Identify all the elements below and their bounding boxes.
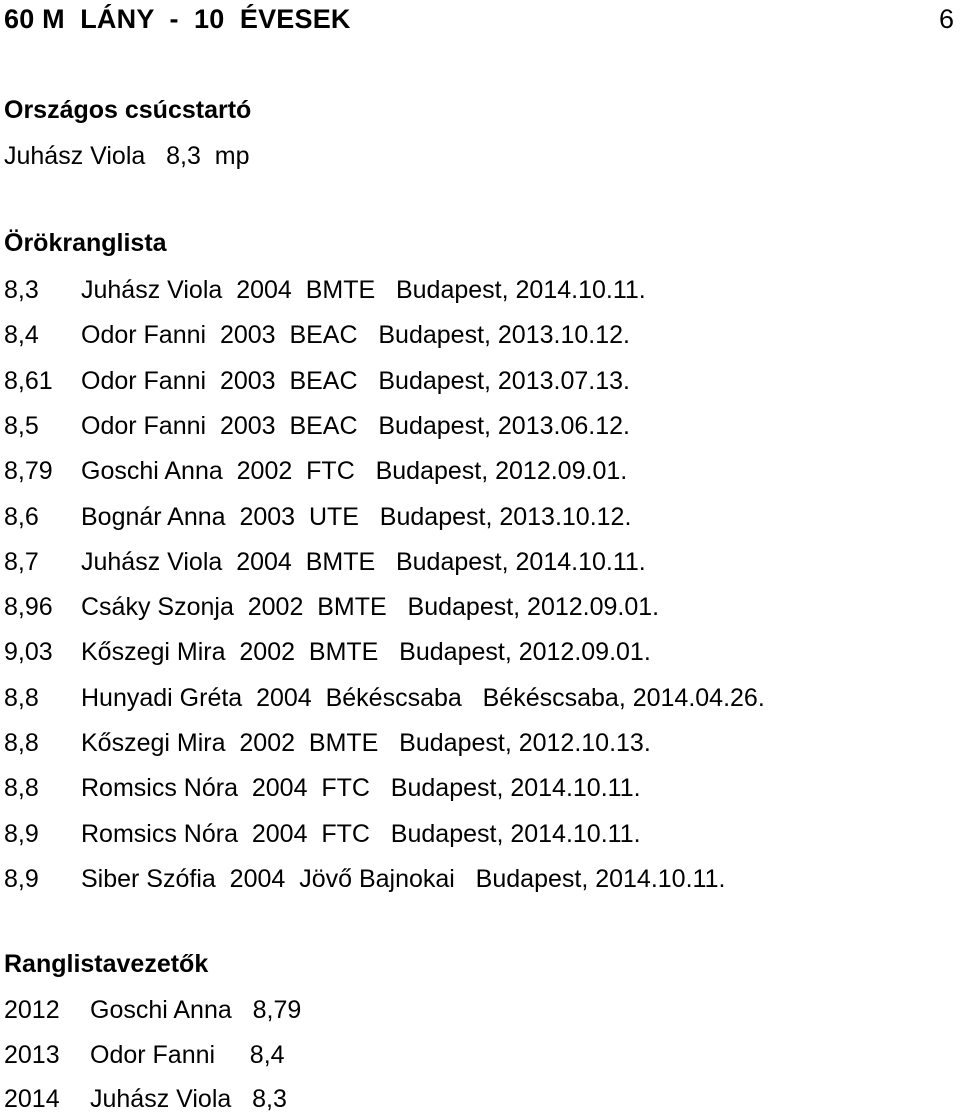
result-details: Romsics Nóra 2004 FTC Budapest, 2014.10.11. xyxy=(81,819,641,848)
all-time-row xyxy=(4,366,630,396)
result-details: Juhász Viola 2004 BMTE Budapest, 2014.10.11. xyxy=(81,547,646,576)
leader-details: Odor Fanni 8,4 xyxy=(90,1040,285,1069)
result-details: Siber Szófia 2004 Jövő Bajnokai Budapest, 2014.10.11. xyxy=(81,864,726,893)
title-row xyxy=(4,0,954,40)
result-details: Hunyadi Gréta 2004 Békéscsaba Békéscsaba, 2014.04.26. xyxy=(81,683,765,712)
result-time: 8,8 xyxy=(4,683,39,712)
all-time-row xyxy=(4,773,641,803)
leader-row xyxy=(4,1040,285,1070)
all-time-row xyxy=(4,637,651,667)
result-time: 8,4 xyxy=(4,321,39,350)
result-time: 9,03 xyxy=(4,638,53,667)
result-details: Juhász Viola 2004 BMTE Budapest, 2014.10.11. xyxy=(81,276,646,304)
result-time: 8,61 xyxy=(4,366,53,395)
all-time-row xyxy=(4,728,651,758)
leader-row xyxy=(4,995,301,1025)
result-time: 8,6 xyxy=(4,502,39,531)
document-page xyxy=(4,0,954,1115)
result-time: 8,96 xyxy=(4,593,53,622)
result-details: Csáky Szonja 2002 BMTE Budapest, 2012.09.01. xyxy=(81,593,660,622)
result-details: Odor Fanni 2003 BEAC Budapest, 2013.10.12. xyxy=(81,321,630,350)
page-number: 6 xyxy=(938,4,954,34)
result-time: 8,9 xyxy=(4,819,39,848)
leaders-heading: Ranglistavezetők xyxy=(4,950,209,978)
all-time-row xyxy=(4,502,631,532)
all-time-row xyxy=(4,592,659,622)
result-details: Bognár Anna 2003 UTE Budapest, 2013.10.12. xyxy=(81,502,632,531)
result-details: Kőszegi Mira 2002 BMTE Budapest, 2012.10.13. xyxy=(81,729,651,757)
result-details: Romsics Nóra 2004 FTC Budapest, 2014.10.11. xyxy=(81,774,641,803)
result-time: 8,3 xyxy=(4,276,39,304)
result-time: 8,8 xyxy=(4,729,39,757)
leader-year: 2012 xyxy=(4,996,60,1024)
all-time-list-heading: Örökranglista xyxy=(4,229,167,257)
all-time-row xyxy=(4,864,725,894)
all-time-row xyxy=(4,320,630,350)
leader-details: Goschi Anna 8,79 xyxy=(90,996,302,1024)
result-details: Kőszegi Mira 2002 BMTE Budapest, 2012.09.01. xyxy=(81,638,651,667)
result-details: Odor Fanni 2003 BEAC Budapest, 2013.06.12. xyxy=(81,411,630,440)
national-record-heading: Országos csúcstartó xyxy=(4,96,252,124)
all-time-row xyxy=(4,819,641,849)
all-time-row xyxy=(4,547,646,577)
result-time: 8,5 xyxy=(4,411,39,440)
all-time-row xyxy=(4,275,646,305)
leader-year: 2014 xyxy=(4,1085,60,1113)
leader-details: Juhász Viola 8,3 xyxy=(90,1085,287,1113)
result-time: 8,7 xyxy=(4,547,39,576)
all-time-row xyxy=(4,683,765,713)
result-details: Goschi Anna 2002 FTC Budapest, 2012.09.01. xyxy=(81,457,628,486)
leader-year: 2013 xyxy=(4,1040,60,1069)
page-title: 60 M LÁNY - 10 ÉVESEK xyxy=(4,4,351,34)
result-details: Odor Fanni 2003 BEAC Budapest, 2013.07.13. xyxy=(81,366,630,395)
all-time-row xyxy=(4,411,630,441)
result-time: 8,9 xyxy=(4,864,39,893)
national-record-holder: Juhász Viola 8,3 mp xyxy=(4,142,250,170)
all-time-row xyxy=(4,456,627,486)
result-time: 8,8 xyxy=(4,774,39,803)
leader-row xyxy=(4,1084,287,1114)
result-time: 8,79 xyxy=(4,457,53,486)
